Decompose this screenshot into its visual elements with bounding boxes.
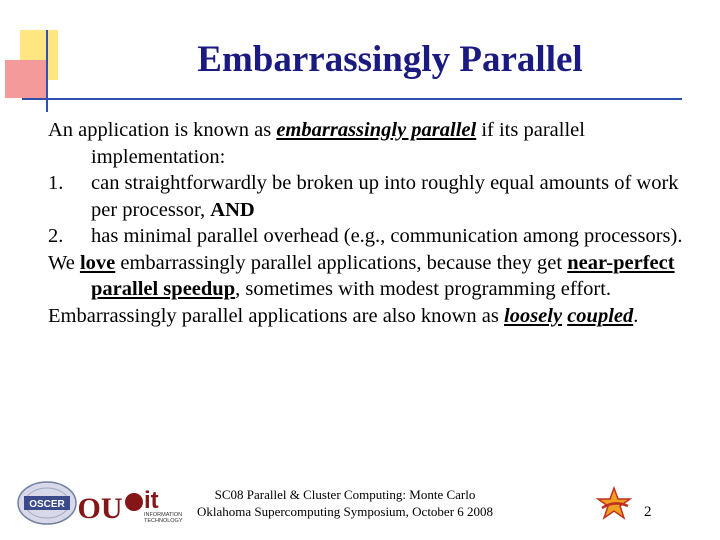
list-number: 1. [48,172,64,194]
corner-horizontal-line [22,98,682,100]
ou-logo [77,484,123,526]
and-emphasis: AND [210,198,255,221]
intro-paragraph [48,117,688,170]
coupled-emphasis: coupled [567,304,634,327]
love-post-text: , sometimes with modest programming effort. [235,278,612,300]
love-mid-text: embarrassingly parallel applications, because they get [115,251,568,274]
loose-post-text: . [633,304,639,327]
slide-footer [180,486,510,520]
page-number: 2 [644,504,652,520]
intro-pre-text: An application is known as [48,119,277,141]
list-item-2 [48,223,688,250]
love-emphasis: love [79,251,116,274]
speedup-emphasis: near-perfect parallel speedup [91,251,675,300]
loosely-emphasis: loosely [504,304,563,327]
loosely-coupled-paragraph [48,303,688,330]
it-logo-subtext-2: TECHNOLOGY [144,518,183,524]
intro-post-text: if its parallel implementation: [91,119,585,168]
love-paragraph [48,250,688,303]
list-number: 2. [48,225,64,247]
term-embarrassingly-parallel: embarrassingly parallel [276,119,477,141]
list-item-1 [48,170,688,223]
it-logo-subtext-1: INFORMATION [144,512,183,518]
slide-title: Embarrassingly Parallel [197,39,583,80]
oscer-logo [16,480,78,526]
corner-red-square [5,60,47,98]
sc08-star-logo [594,486,634,522]
loose-pre-text: Embarrassingly parallel applications are also known as [48,304,504,327]
it-logo-text: it [144,487,159,514]
list-item-text: has minimal parallel overhead (e.g., communication among processors). [91,225,683,247]
list-item-text: can straightforwardly be broken up into roughly equal amounts of work per processor, [91,172,679,221]
footer-line-1: SC08 Parallel & Cluster Computing: Monte Carlo [214,487,476,502]
slide-body [48,117,688,329]
footer-line-2: Oklahoma Supercomputing Symposium, October 6 2008 [196,504,494,519]
ou-logo-text: OU [77,492,123,525]
love-pre-text: We [48,251,80,274]
oscer-logo-text: OSCER [29,499,65,510]
